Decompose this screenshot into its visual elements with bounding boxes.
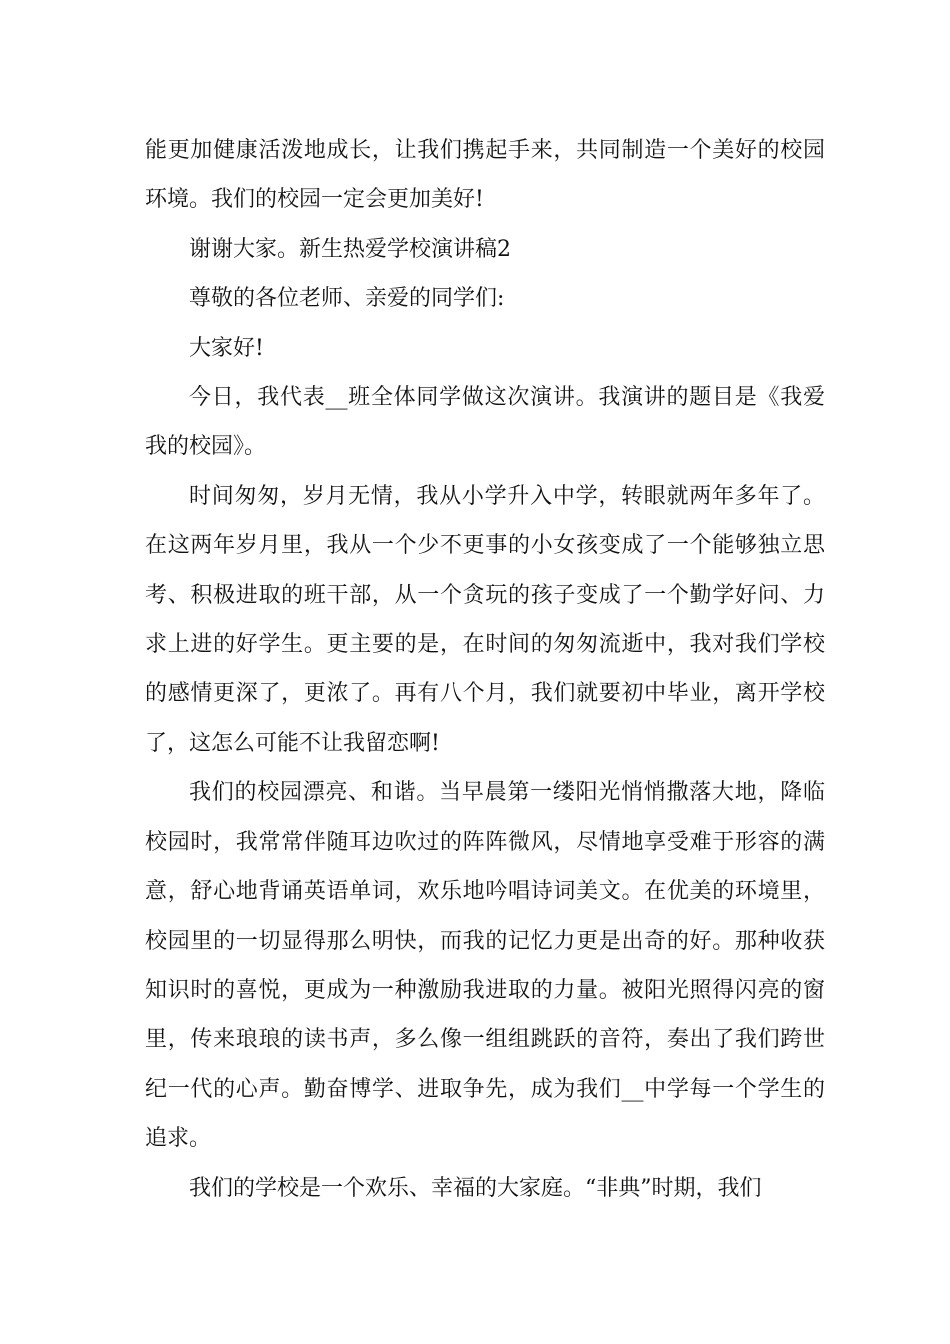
paragraph: 时间匆匆，岁月无情，我从小学升入中学，转眼就两年多年了。在这两年岁月里，我从一个少不更事的小女孩变成了一个能够独立思考、积极进取的班干部，从一个贪玩的孩子变成了一个勤学好问、力求上进的好学生。更主要的是，在时间的匆匆流逝中，我对我们学校的感情更深了，更浓了。再有八个月，我们就要初中毕业，离开学校了，这怎么可能不让我留恋啊!	[145, 483, 825, 756]
paragraph: 我们的校园漂亮、和谐。当早晨第一缕阳光悄悄撒落大地，降临校园时，我常常伴随耳边吹过的阵阵微风，尽情地享受难于形容的满意，舒心地背诵英语单词，欢乐地吟唱诗词美文。在优美的环境里，校园里的一切显得那么明快，而我的记忆力更是出奇的好。那种收获知识时的喜悦，更成为一种激励我进取的力量。被阳光照得闪亮的窗里，传来琅琅的读书声，多么像一组组跳跃的音符，奏出了我们跨世纪一代的心声。勤奋博学、进取争先，成为我们__中学每一个学生的追求。	[145, 780, 825, 1152]
paragraph: 今日，我代表__班全体同学做这次演讲。我演讲的题目是《我爱我的校园》。	[145, 385, 825, 460]
paragraph: 大家好!	[189, 335, 264, 361]
paragraph: 谢谢大家。新生热爱学校演讲稿2	[189, 236, 511, 262]
paragraph: 我们的学校是一个欢乐、幸福的大家庭。“非典”时期，我们	[189, 1175, 762, 1201]
document-body	[145, 126, 825, 1213]
paragraph: 能更加健康活泼地成长，让我们携起手来，共同制造一个美好的校园环境。我们的校园一定会更加美好!	[145, 138, 825, 213]
paragraph: 尊敬的各位老师、亲爱的同学们:	[189, 286, 505, 312]
